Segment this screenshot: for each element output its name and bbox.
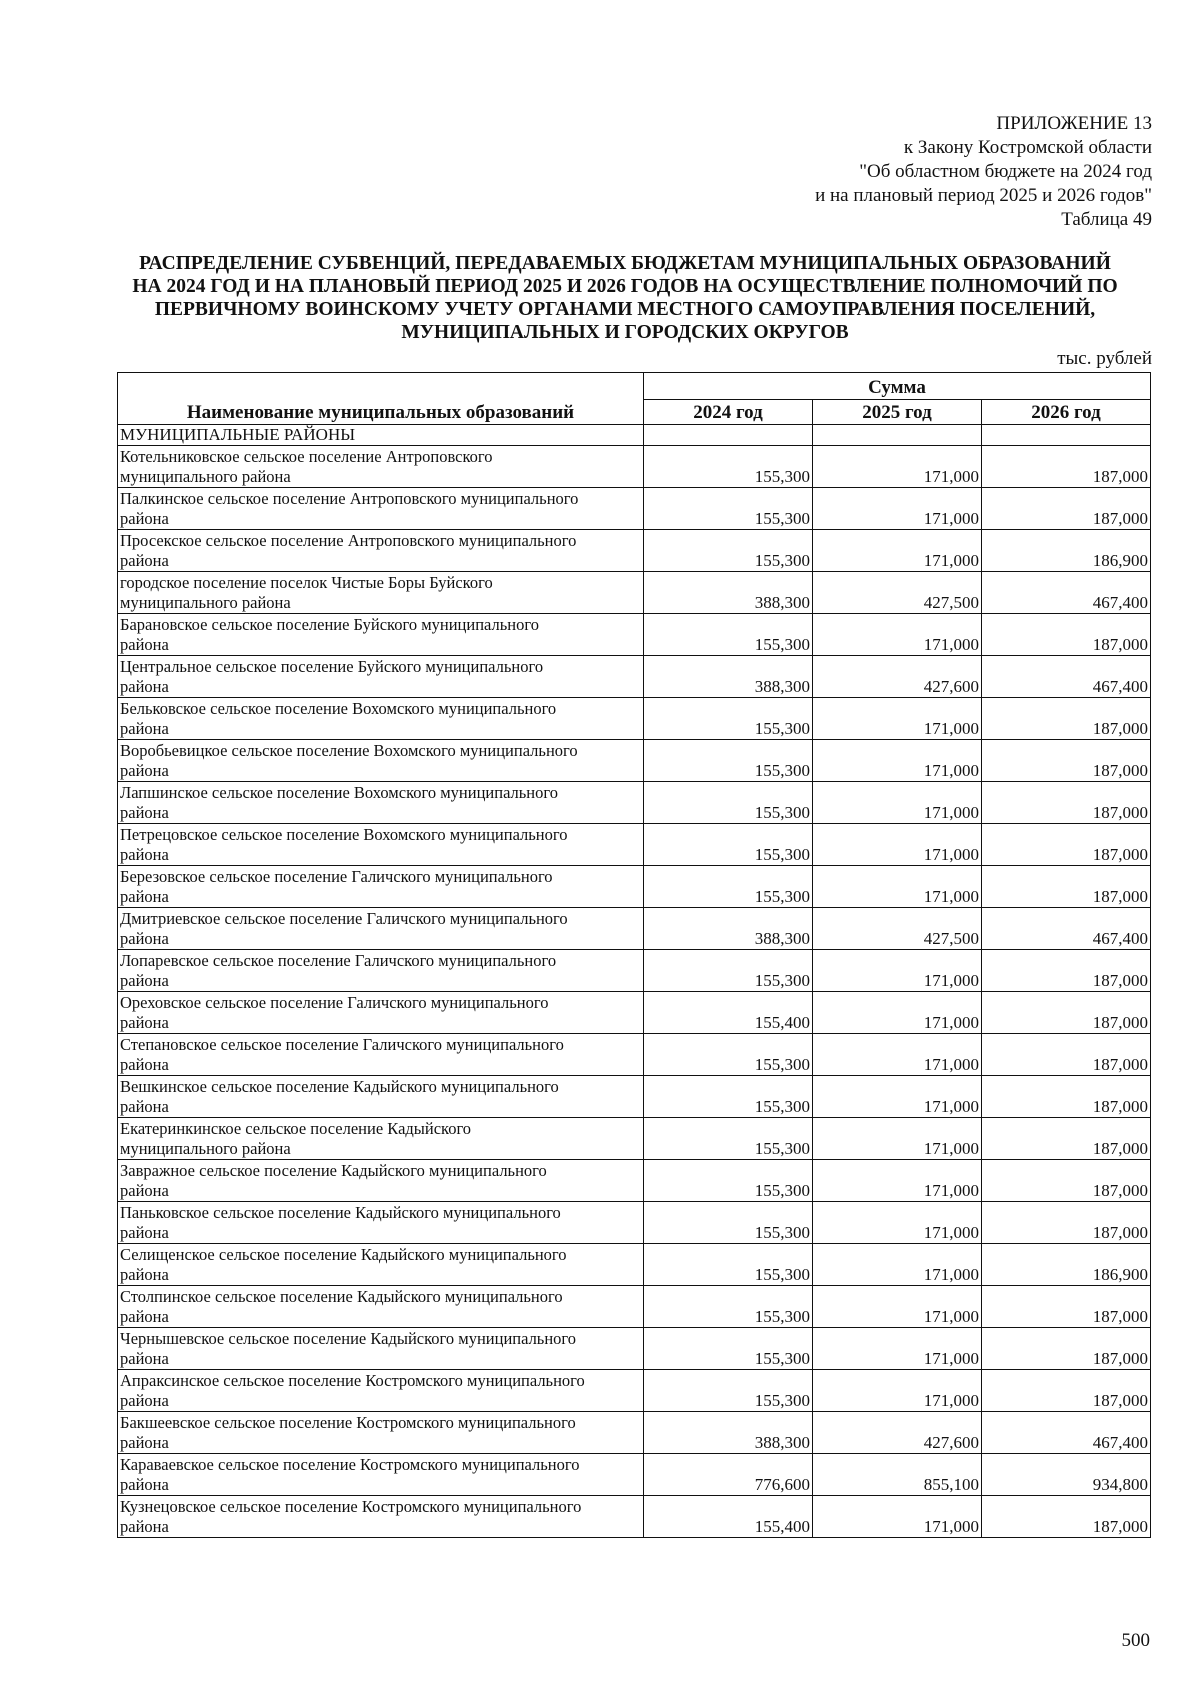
subvention-table bbox=[117, 372, 1151, 1538]
amount-2026: 934,800 bbox=[982, 1454, 1151, 1496]
amount-2025: 171,000 bbox=[813, 530, 982, 572]
municipality-name bbox=[118, 782, 644, 824]
municipality-name-line: Селищенское сельское поселение Кадыйского муниципального bbox=[120, 1245, 567, 1264]
amount-2026: 187,000 bbox=[982, 1286, 1151, 1328]
municipality-name bbox=[118, 1412, 644, 1454]
municipality-name-line: района bbox=[120, 1265, 169, 1284]
municipality-name-line: района bbox=[120, 719, 169, 738]
amount-2026: 467,400 bbox=[982, 908, 1151, 950]
amount-2026: 187,000 bbox=[982, 824, 1151, 866]
amount-2025: 427,600 bbox=[813, 656, 982, 698]
table-row bbox=[118, 782, 1151, 824]
municipality-name-line: района bbox=[120, 887, 169, 906]
municipality-name bbox=[118, 1496, 644, 1538]
amount-2025: 171,000 bbox=[813, 1034, 982, 1076]
table-row bbox=[118, 1076, 1151, 1118]
header-sum: Сумма bbox=[644, 373, 1151, 400]
municipality-name-line: Завражное сельское поселение Кадыйского муниципального bbox=[120, 1161, 547, 1180]
table-row bbox=[118, 866, 1151, 908]
municipality-name-line: Караваевское сельское поселение Костромского муниципального bbox=[120, 1455, 580, 1474]
amount-2024: 155,300 bbox=[644, 1370, 813, 1412]
title-line: РАСПРЕДЕЛЕНИЕ СУБВЕНЦИЙ, ПЕРЕДАВАЕМЫХ БЮДЖЕТАМ МУНИЦИПАЛЬНЫХ ОБРАЗОВАНИЙ bbox=[139, 253, 1111, 274]
municipality-name bbox=[118, 572, 644, 614]
amount-2025: 171,000 bbox=[813, 1328, 982, 1370]
amount-2026: 187,000 bbox=[982, 488, 1151, 530]
municipality-name bbox=[118, 698, 644, 740]
empty-cell bbox=[982, 425, 1151, 446]
title-line: ПЕРВИЧНОМУ ВОИНСКОМУ УЧЕТУ ОРГАНАМИ МЕСТНОГО САМОУПРАВЛЕНИЯ ПОСЕЛЕНИЙ, bbox=[154, 299, 1096, 320]
municipality-name bbox=[118, 1076, 644, 1118]
municipality-name bbox=[118, 614, 644, 656]
empty-cell bbox=[813, 425, 982, 446]
amount-2026: 187,000 bbox=[982, 698, 1151, 740]
amount-2026: 187,000 bbox=[982, 446, 1151, 488]
table-row bbox=[118, 1412, 1151, 1454]
amount-2024: 155,300 bbox=[644, 782, 813, 824]
table-row bbox=[118, 908, 1151, 950]
table-row bbox=[118, 1160, 1151, 1202]
amount-2025: 171,000 bbox=[813, 446, 982, 488]
amount-2026: 187,000 bbox=[982, 1034, 1151, 1076]
amount-2025: 171,000 bbox=[813, 1244, 982, 1286]
municipality-name-line: района bbox=[120, 635, 169, 654]
municipality-name-line: района bbox=[120, 1013, 169, 1032]
table-row bbox=[118, 614, 1151, 656]
amount-2024: 388,300 bbox=[644, 1412, 813, 1454]
municipality-name bbox=[118, 1160, 644, 1202]
municipality-name bbox=[118, 530, 644, 572]
municipality-name-line: Лопаревское сельское поселение Галичского муниципального bbox=[120, 951, 557, 970]
amount-2024: 155,300 bbox=[644, 740, 813, 782]
table-row bbox=[118, 572, 1151, 614]
municipality-name-line: муниципального района bbox=[120, 467, 291, 486]
amount-2025: 171,000 bbox=[813, 950, 982, 992]
table-row bbox=[118, 488, 1151, 530]
municipality-name-line: муниципального района bbox=[120, 593, 291, 612]
amount-2025: 171,000 bbox=[813, 866, 982, 908]
amount-2024: 155,300 bbox=[644, 488, 813, 530]
amount-2026: 187,000 bbox=[982, 782, 1151, 824]
municipality-name bbox=[118, 1286, 644, 1328]
municipality-name-line: района bbox=[120, 677, 169, 696]
amount-2024: 388,300 bbox=[644, 908, 813, 950]
amount-2026: 187,000 bbox=[982, 614, 1151, 656]
amount-2024: 155,300 bbox=[644, 1202, 813, 1244]
appendix-line: "Об областном бюджете на 2024 год bbox=[859, 161, 1152, 182]
municipality-name-line: Котельниковское сельское поселение Антроповского bbox=[120, 447, 493, 466]
section-label: МУНИЦИПАЛЬНЫЕ РАЙОНЫ bbox=[118, 425, 644, 446]
municipality-name-line: района bbox=[120, 761, 169, 780]
amount-2024: 155,300 bbox=[644, 614, 813, 656]
amount-2025: 171,000 bbox=[813, 1076, 982, 1118]
municipality-name bbox=[118, 824, 644, 866]
document-title bbox=[105, 252, 1145, 344]
municipality-name-line: Воробьевицкое сельское поселение Вохомского муниципального bbox=[120, 741, 578, 760]
table-row bbox=[118, 1370, 1151, 1412]
municipality-name bbox=[118, 446, 644, 488]
municipality-name-line: Ореховское сельское поселение Галичского муниципального bbox=[120, 993, 549, 1012]
amount-2024: 155,400 bbox=[644, 992, 813, 1034]
municipality-name-line: Бакшеевское сельское поселение Костромского муниципального bbox=[120, 1413, 576, 1432]
municipality-name-line: Бельковское сельское поселение Вохомского муниципального bbox=[120, 699, 557, 718]
municipality-name bbox=[118, 1454, 644, 1496]
municipality-name bbox=[118, 992, 644, 1034]
amount-2024: 155,300 bbox=[644, 1244, 813, 1286]
table-row bbox=[118, 1202, 1151, 1244]
amount-2025: 171,000 bbox=[813, 782, 982, 824]
amount-2025: 171,000 bbox=[813, 1370, 982, 1412]
municipality-name bbox=[118, 1034, 644, 1076]
municipality-name-line: района bbox=[120, 509, 169, 528]
amount-2024: 155,400 bbox=[644, 1496, 813, 1538]
table-row bbox=[118, 698, 1151, 740]
amount-2025: 171,000 bbox=[813, 698, 982, 740]
municipality-name-line: района bbox=[120, 1055, 169, 1074]
municipality-name bbox=[118, 950, 644, 992]
amount-2026: 187,000 bbox=[982, 740, 1151, 782]
municipality-name-line: Барановское сельское поселение Буйского муниципального bbox=[120, 615, 539, 634]
amount-2025: 171,000 bbox=[813, 488, 982, 530]
municipality-name-line: района bbox=[120, 1391, 169, 1410]
municipality-name-line: Петрецовское сельское поселение Вохомского муниципального bbox=[120, 825, 568, 844]
table-row bbox=[118, 530, 1151, 572]
table-row bbox=[118, 740, 1151, 782]
amount-2024: 155,300 bbox=[644, 1034, 813, 1076]
municipality-name bbox=[118, 1370, 644, 1412]
amount-2026: 467,400 bbox=[982, 656, 1151, 698]
appendix-line: и на плановый период 2025 и 2026 годов" bbox=[815, 185, 1152, 206]
municipality-name-line: Центральное сельское поселение Буйского муниципального bbox=[120, 657, 544, 676]
amount-2026: 187,000 bbox=[982, 992, 1151, 1034]
table-row bbox=[118, 1244, 1151, 1286]
amount-2026: 186,900 bbox=[982, 530, 1151, 572]
amount-2024: 388,300 bbox=[644, 656, 813, 698]
municipality-name-line: района bbox=[120, 1349, 169, 1368]
amount-2025: 171,000 bbox=[813, 614, 982, 656]
amount-2026: 187,000 bbox=[982, 1076, 1151, 1118]
table-row bbox=[118, 1034, 1151, 1076]
amount-2024: 155,300 bbox=[644, 1118, 813, 1160]
amount-2025: 427,500 bbox=[813, 908, 982, 950]
amount-2025: 171,000 bbox=[813, 740, 982, 782]
municipality-name-line: Вешкинское сельское поселение Кадыйского муниципального bbox=[120, 1077, 559, 1096]
amount-2025: 427,500 bbox=[813, 572, 982, 614]
municipality-name-line: Дмитриевское сельское поселение Галичского муниципального bbox=[120, 909, 568, 928]
table-row bbox=[118, 1454, 1151, 1496]
municipality-name-line: района bbox=[120, 1307, 169, 1326]
municipality-name bbox=[118, 908, 644, 950]
municipality-name-line: района bbox=[120, 803, 169, 822]
municipality-name-line: Апраксинское сельское поселение Костромского муниципального bbox=[120, 1371, 585, 1390]
amount-2026: 187,000 bbox=[982, 1160, 1151, 1202]
table-row bbox=[118, 824, 1151, 866]
municipality-name-line: района bbox=[120, 929, 169, 948]
header-year-2025: 2025 год bbox=[813, 399, 982, 425]
amount-2026: 187,000 bbox=[982, 866, 1151, 908]
amount-2026: 187,000 bbox=[982, 1202, 1151, 1244]
amount-2025: 171,000 bbox=[813, 1160, 982, 1202]
municipality-name-line: района bbox=[120, 845, 169, 864]
amount-2026: 187,000 bbox=[982, 950, 1151, 992]
municipality-name bbox=[118, 866, 644, 908]
municipality-name bbox=[118, 488, 644, 530]
municipality-name-line: района bbox=[120, 1181, 169, 1200]
municipality-name bbox=[118, 1328, 644, 1370]
table-row bbox=[118, 1118, 1151, 1160]
municipality-name-line: Лапшинское сельское поселение Вохомского муниципального bbox=[120, 783, 558, 802]
municipality-name-line: Чернышевское сельское поселение Кадыйского муниципального bbox=[120, 1329, 577, 1348]
amount-2026: 187,000 bbox=[982, 1496, 1151, 1538]
amount-2024: 155,300 bbox=[644, 530, 813, 572]
amount-2024: 155,300 bbox=[644, 698, 813, 740]
municipality-name-line: муниципального района bbox=[120, 1139, 291, 1158]
units-label: тыс. рублей bbox=[1057, 348, 1152, 369]
empty-cell bbox=[644, 425, 813, 446]
amount-2025: 171,000 bbox=[813, 1118, 982, 1160]
municipality-name-line: района bbox=[120, 1517, 169, 1536]
municipality-name bbox=[118, 1244, 644, 1286]
municipality-name-line: района bbox=[120, 1097, 169, 1116]
header-year-2026: 2026 год bbox=[982, 399, 1151, 425]
appendix-line: ПРИЛОЖЕНИЕ 13 bbox=[996, 113, 1152, 134]
municipality-name-line: района bbox=[120, 1475, 169, 1494]
municipality-name-line: Степановское сельское поселение Галичского муниципального bbox=[120, 1035, 564, 1054]
municipality-name-line: Березовское сельское поселение Галичского муниципального bbox=[120, 867, 553, 886]
amount-2024: 776,600 bbox=[644, 1454, 813, 1496]
table-row bbox=[118, 446, 1151, 488]
amount-2025: 171,000 bbox=[813, 1286, 982, 1328]
amount-2026: 187,000 bbox=[982, 1118, 1151, 1160]
municipality-name-line: городское поселение поселок Чистые Боры Буйского bbox=[120, 573, 493, 592]
municipality-name-line: Паньковское сельское поселение Кадыйского муниципального bbox=[120, 1203, 561, 1222]
table-row bbox=[118, 656, 1151, 698]
table-row bbox=[118, 992, 1151, 1034]
municipality-name-line: Екатеринкинское сельское поселение Кадыйского bbox=[120, 1119, 472, 1138]
amount-2024: 388,300 bbox=[644, 572, 813, 614]
amount-2025: 171,000 bbox=[813, 1202, 982, 1244]
amount-2025: 171,000 bbox=[813, 1496, 982, 1538]
table-row bbox=[118, 1286, 1151, 1328]
amount-2026: 187,000 bbox=[982, 1370, 1151, 1412]
appendix-header bbox=[452, 112, 1152, 232]
amount-2024: 155,300 bbox=[644, 1076, 813, 1118]
header-name: Наименование муниципальных образований bbox=[118, 373, 644, 425]
appendix-line: к Закону Костромской области bbox=[903, 137, 1152, 158]
municipality-name-line: района bbox=[120, 1433, 169, 1452]
amount-2024: 155,300 bbox=[644, 446, 813, 488]
municipality-name bbox=[118, 656, 644, 698]
municipality-name-line: Столпинское сельское поселение Кадыйского муниципального bbox=[120, 1287, 563, 1306]
municipality-name-line: района bbox=[120, 1223, 169, 1242]
amount-2024: 155,300 bbox=[644, 824, 813, 866]
municipality-name-line: Палкинское сельское поселение Антроповского муниципального bbox=[120, 489, 579, 508]
amount-2024: 155,300 bbox=[644, 950, 813, 992]
table-row bbox=[118, 1496, 1151, 1538]
table-row bbox=[118, 950, 1151, 992]
amount-2025: 855,100 bbox=[813, 1454, 982, 1496]
municipality-name-line: Кузнецовское сельское поселение Костромского муниципального bbox=[120, 1497, 582, 1516]
municipality-name-line: Просекское сельское поселение Антроповского муниципального bbox=[120, 531, 577, 550]
amount-2025: 171,000 bbox=[813, 824, 982, 866]
header-year-2024: 2024 год bbox=[644, 399, 813, 425]
page-number: 500 bbox=[1121, 1630, 1150, 1651]
appendix-line: Таблица 49 bbox=[1061, 209, 1152, 230]
amount-2025: 171,000 bbox=[813, 992, 982, 1034]
municipality-name bbox=[118, 1202, 644, 1244]
section-row bbox=[118, 425, 1151, 446]
amount-2026: 467,400 bbox=[982, 572, 1151, 614]
municipality-name-line: района bbox=[120, 971, 169, 990]
municipality-name bbox=[118, 1118, 644, 1160]
amount-2024: 155,300 bbox=[644, 1286, 813, 1328]
municipality-name bbox=[118, 740, 644, 782]
table-row bbox=[118, 1328, 1151, 1370]
amount-2026: 186,900 bbox=[982, 1244, 1151, 1286]
amount-2025: 427,600 bbox=[813, 1412, 982, 1454]
amount-2026: 467,400 bbox=[982, 1412, 1151, 1454]
amount-2024: 155,300 bbox=[644, 1328, 813, 1370]
amount-2024: 155,300 bbox=[644, 1160, 813, 1202]
title-line: НА 2024 ГОД И НА ПЛАНОВЫЙ ПЕРИОД 2025 И 2026 ГОДОВ НА ОСУЩЕСТВЛЕНИЕ ПОЛНОМОЧИЙ ПО bbox=[132, 276, 1118, 297]
municipality-name-line: района bbox=[120, 551, 169, 570]
amount-2024: 155,300 bbox=[644, 866, 813, 908]
amount-2026: 187,000 bbox=[982, 1328, 1151, 1370]
title-line: МУНИЦИПАЛЬНЫХ И ГОРОДСКИХ ОКРУГОВ bbox=[401, 322, 849, 343]
